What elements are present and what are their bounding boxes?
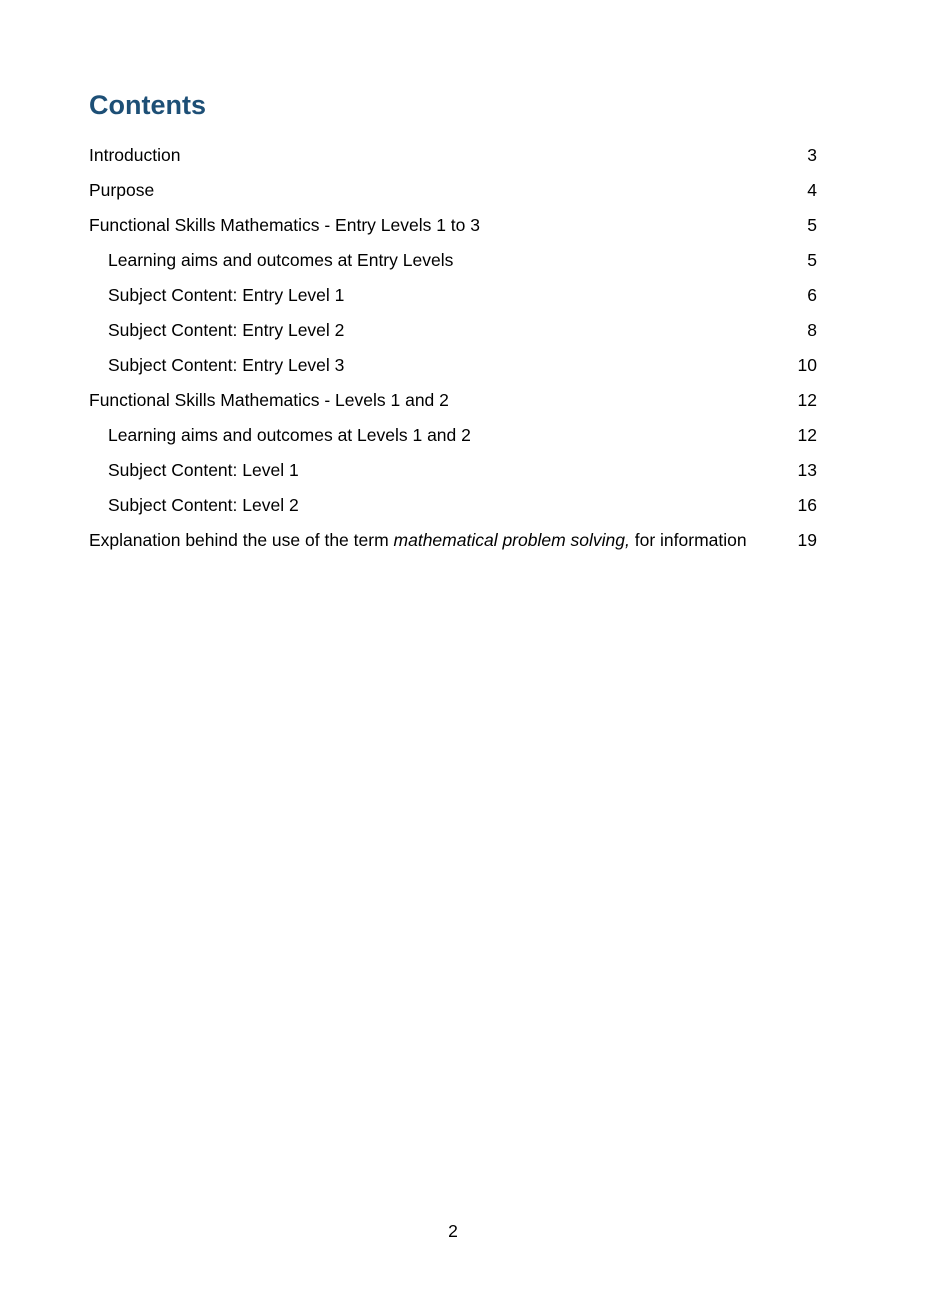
toc-entry-content-level-2[interactable] [89, 490, 817, 525]
toc-entry-page[interactable]: 12 [797, 390, 817, 410]
toc-entry-page[interactable]: 5 [807, 215, 817, 235]
toc-entry-content-entry-level-3[interactable] [89, 350, 817, 385]
toc-entry-page[interactable]: 19 [797, 530, 817, 550]
toc-entry-aims-entry-levels[interactable] [89, 245, 817, 280]
toc-entry-label[interactable]: Introduction [89, 145, 181, 165]
toc-entry-entry-levels[interactable] [89, 210, 817, 245]
toc-entry-label-after[interactable]: for information [629, 530, 747, 550]
toc-entry-label[interactable]: Subject Content: Level 1 [108, 460, 299, 480]
toc-entry-purpose[interactable] [89, 175, 817, 210]
toc-entry-page[interactable]: 4 [807, 180, 817, 200]
toc-entry-label[interactable]: Functional Skills Mathematics - Levels 1 and 2 [89, 390, 449, 410]
toc-entry-label-before[interactable]: Explanation behind the use of the term [89, 530, 394, 550]
toc-entry-content-level-1[interactable] [89, 455, 817, 490]
toc-entry-page[interactable]: 5 [807, 250, 817, 270]
toc-entry-page[interactable]: 8 [807, 320, 817, 340]
toc-entry-introduction[interactable] [89, 140, 817, 175]
toc-entry-label[interactable]: Subject Content: Entry Level 3 [108, 355, 345, 375]
toc-entry-content-entry-level-2[interactable] [89, 315, 817, 350]
toc-entry-label-italic[interactable]: mathematical problem solving, [393, 530, 630, 550]
toc-entry-levels-1-and-2[interactable] [89, 385, 817, 420]
toc-entry-page[interactable]: 16 [797, 495, 817, 515]
toc-entry-label[interactable]: Functional Skills Mathematics - Entry Levels 1 to 3 [89, 215, 480, 235]
toc-entry-aims-levels-1-and-2[interactable] [89, 420, 817, 455]
page-title: Contents [89, 90, 206, 120]
toc-entry-page[interactable]: 13 [797, 460, 817, 480]
toc-entry-page[interactable]: 3 [807, 145, 817, 165]
toc-entry-page[interactable]: 10 [797, 355, 817, 375]
toc-entry-label[interactable]: Learning aims and outcomes at Entry Levels [108, 250, 454, 270]
toc-entry-label[interactable]: Purpose [89, 180, 155, 200]
toc-entry-content-entry-level-1[interactable] [89, 280, 817, 315]
toc-entry-label[interactable] [89, 525, 747, 555]
toc-entry-label[interactable]: Subject Content: Level 2 [108, 495, 299, 515]
toc-entry-label[interactable]: Learning aims and outcomes at Levels 1 and 2 [108, 425, 471, 445]
toc-entry-label[interactable]: Subject Content: Entry Level 2 [108, 320, 345, 340]
page-number: 2 [448, 1221, 458, 1241]
toc-entry-page[interactable]: 12 [797, 425, 817, 445]
toc-entry-label[interactable]: Subject Content: Entry Level 1 [108, 285, 345, 305]
toc-entry-page[interactable]: 6 [807, 285, 817, 305]
table-of-contents [89, 140, 817, 560]
toc-entry-explanation[interactable] [89, 525, 817, 560]
